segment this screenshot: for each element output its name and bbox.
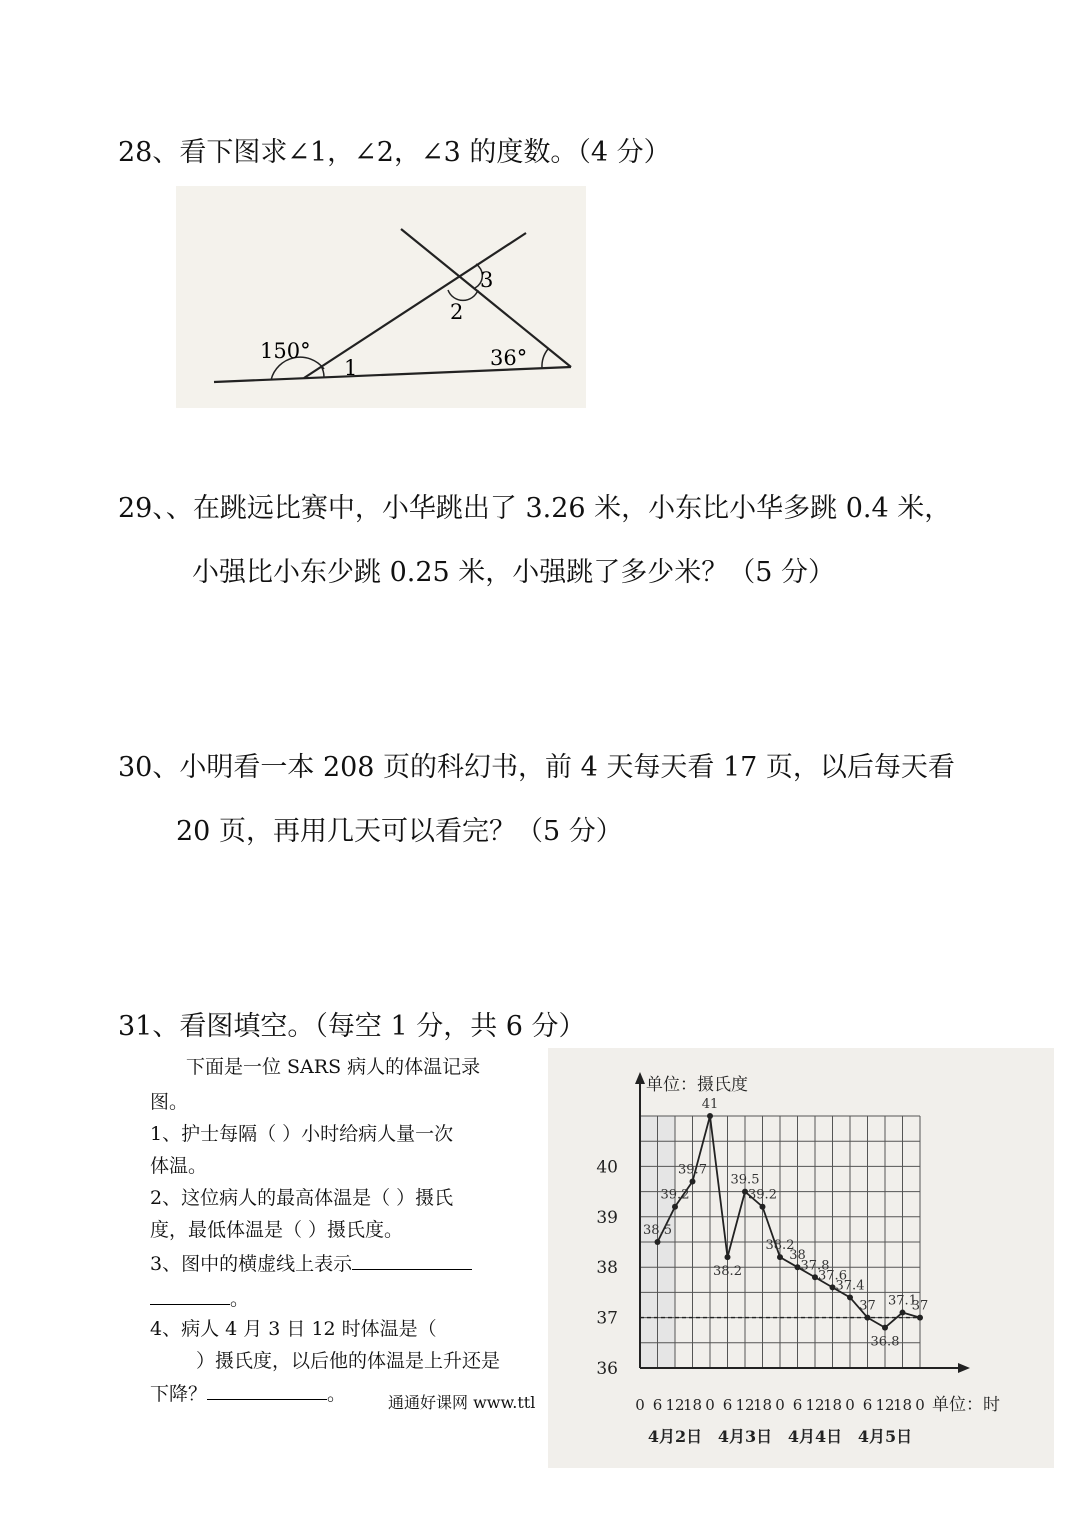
x-tick-label: 18	[892, 1396, 913, 1414]
q31-sub4-end: 。	[327, 1383, 347, 1405]
data-label: 38.2	[713, 1264, 742, 1280]
q31-intro-line1: 下面是一位 SARS 病人的体温记录	[186, 1056, 481, 1078]
data-point	[760, 1204, 766, 1210]
data-label: 39.2	[748, 1187, 777, 1203]
q30-line1: 30、小明看一本 208 页的科幻书，前 4 天每天看 17 页，以后每天看	[118, 752, 955, 783]
temperature-chart	[548, 1048, 1054, 1468]
y-axis-label: 单位：摄氏度	[646, 1075, 748, 1095]
q29-line2: 小强比小东少跳 0.25 米，小强跳了多少米？（5 分）	[192, 557, 836, 588]
day-label: 4月3日	[717, 1427, 773, 1446]
data-point	[777, 1254, 783, 1260]
day-label: 4月2日	[647, 1427, 703, 1446]
q28-text: 28、看下图求∠1，∠2，∠3 的度数。（4 分）	[118, 137, 671, 168]
x-tick-label: 0	[915, 1396, 925, 1414]
data-point	[725, 1254, 731, 1260]
data-point	[900, 1310, 906, 1316]
x-tick-label: 6	[862, 1396, 873, 1414]
q31-sub2-line1: 2、这位病人的最高体温是（ ）摄氏	[150, 1187, 454, 1209]
x-tick-label: 18	[822, 1396, 843, 1414]
q29-line1: 29、、在跳远比赛中，小华跳出了 3.26 米，小东比小华多跳 0.4 米，	[118, 493, 952, 524]
q31-sub3-line1	[150, 1253, 472, 1276]
label-angle1: 1	[344, 356, 358, 380]
x-tick-label: 18	[682, 1396, 703, 1414]
y-tick-label: 39	[596, 1207, 618, 1228]
q31-sub1-line1: 1、护士每隔（ ）小时给病人量一次	[150, 1123, 454, 1145]
data-point	[690, 1179, 696, 1185]
data-point	[655, 1239, 661, 1245]
data-point	[865, 1315, 871, 1321]
data-point	[917, 1315, 923, 1321]
q31-sub3-text: 3、图中的横虚线上表示	[150, 1253, 353, 1275]
x-tick-label: 6	[722, 1396, 733, 1414]
q31-intro-line2: 图。	[150, 1091, 189, 1113]
x-tick-label: 0	[845, 1396, 855, 1414]
day-label: 4月4日	[787, 1427, 843, 1446]
data-label: 41	[701, 1097, 719, 1112]
q31-sub3-line2	[150, 1288, 249, 1311]
q31-sub4-line1: 4、病人 4 月 3 日 12 时体温是（	[150, 1318, 437, 1340]
data-label: 39.5	[730, 1172, 760, 1188]
q30-line2: 20 页，再用几天可以看完？（5 分）	[176, 816, 623, 847]
data-point	[847, 1294, 853, 1300]
q31-sub4-line3	[150, 1383, 346, 1406]
watermark: 通通好课网 www.ttl	[388, 1393, 536, 1412]
x-axis-label: 单位：时	[932, 1395, 1000, 1415]
y-tick-label: 40	[596, 1157, 618, 1178]
data-point	[882, 1325, 888, 1331]
data-label: 37.4	[835, 1278, 865, 1294]
y-tick-label: 36	[596, 1359, 618, 1379]
data-label: 37.8	[800, 1258, 830, 1274]
data-point	[672, 1204, 678, 1210]
q31-sub4-text: 下降？	[150, 1383, 208, 1405]
label-angle2: 2	[450, 300, 464, 324]
day-label: 4月5日	[857, 1427, 913, 1446]
x-tick-label: 12	[735, 1396, 755, 1414]
answer-blank[interactable]	[150, 1303, 230, 1305]
data-label: 37	[911, 1298, 929, 1314]
data-label: 36.8	[870, 1334, 900, 1350]
data-label: 39.2	[660, 1187, 690, 1203]
data-label: 38.5	[643, 1223, 672, 1238]
q31-title: 31、看图填空。（每空 1 分，共 6 分）	[118, 1011, 586, 1042]
x-tick-label: 0	[775, 1396, 785, 1414]
x-tick-label: 12	[805, 1396, 825, 1414]
q31-sub1-line2: 体温。	[150, 1155, 208, 1177]
data-label: 38.2	[765, 1238, 795, 1254]
label-angle3: 3	[480, 268, 494, 292]
label-36: 36°	[490, 346, 528, 370]
angle-figure	[176, 186, 586, 408]
x-tick-label: 18	[752, 1396, 773, 1414]
answer-blank[interactable]	[207, 1398, 327, 1400]
data-point	[707, 1113, 713, 1119]
label-150: 150°	[260, 339, 311, 363]
x-tick-label: 12	[665, 1396, 685, 1414]
q31-sub3-end: 。	[230, 1288, 250, 1310]
x-tick-label: 6	[652, 1396, 663, 1414]
data-label: 37	[859, 1298, 876, 1314]
q31-sub2-line2: 度，最低体温是（ ）摄氏度。	[150, 1219, 404, 1241]
data-label: 37.1	[888, 1293, 917, 1309]
x-tick-label: 12	[875, 1396, 895, 1414]
x-tick-label: 0	[635, 1396, 645, 1414]
y-tick-label: 37	[596, 1308, 618, 1329]
y-tick-label: 38	[596, 1258, 618, 1279]
x-tick-label: 6	[792, 1396, 803, 1414]
data-label: 37.6	[818, 1268, 847, 1284]
data-label: 38	[789, 1248, 806, 1264]
answer-blank[interactable]	[352, 1268, 472, 1270]
q31-sub4-line2: ）摄氏度，以后他的体温是上升还是	[196, 1350, 501, 1372]
x-tick-label: 0	[705, 1396, 715, 1414]
data-label: 39.7	[678, 1162, 707, 1178]
